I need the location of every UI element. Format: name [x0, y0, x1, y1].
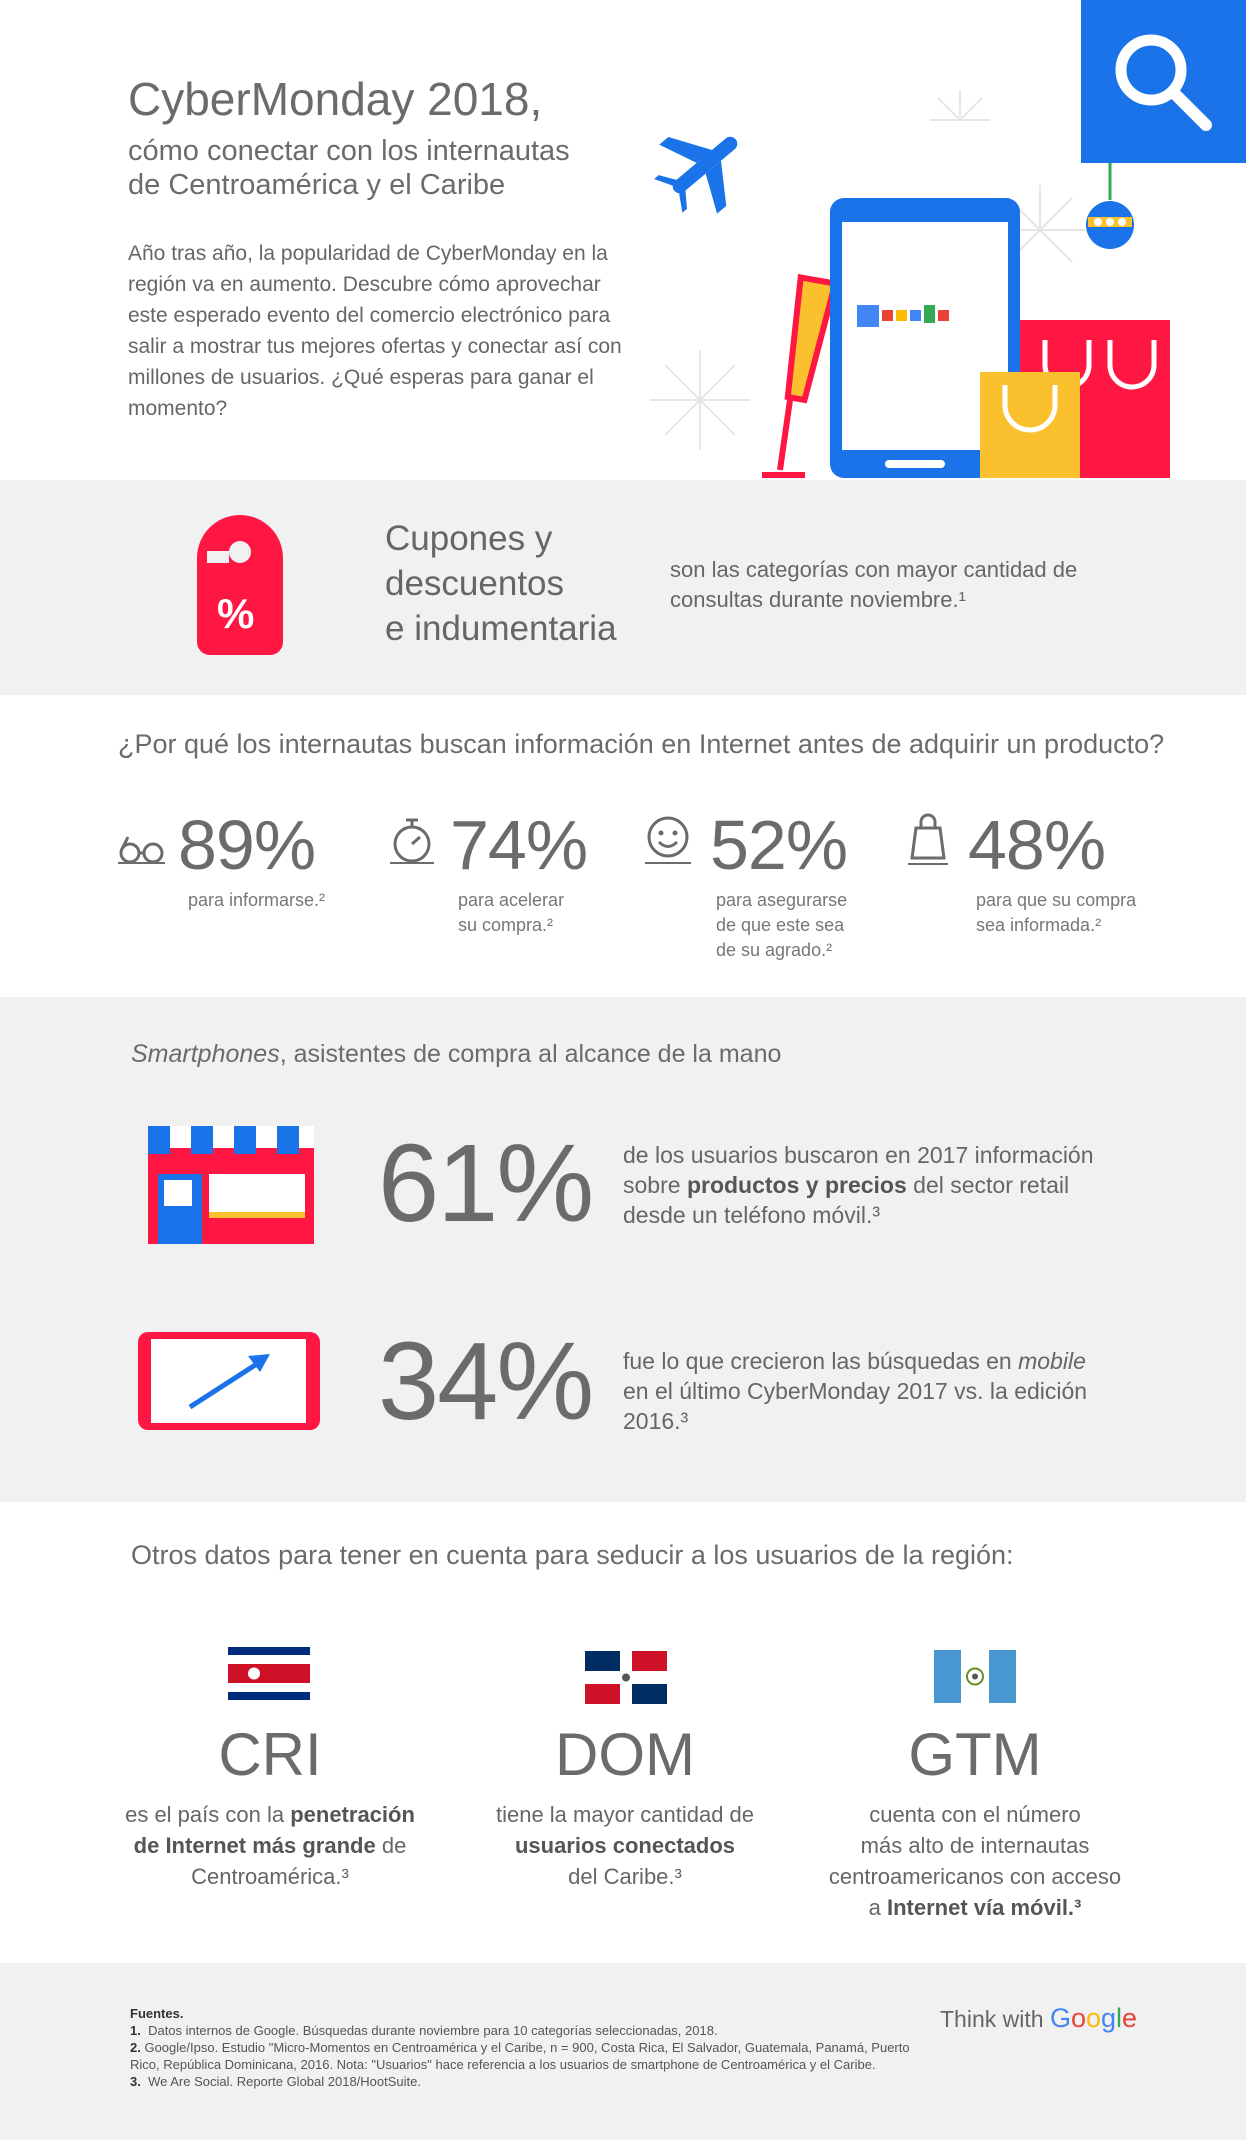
desc-text: fue lo que crecieron las búsquedas en [623, 1348, 1019, 1374]
text-line: Centroamérica.³ [191, 1864, 349, 1889]
smiley-icon [645, 815, 691, 865]
guatemala-flag-icon [934, 1650, 1016, 1703]
text-line: más alto de internautas [860, 1833, 1090, 1858]
brand-letter: e [1122, 2003, 1138, 2033]
desc-bold: productos y precios [686, 1172, 907, 1198]
country-gtm [800, 1720, 1150, 1923]
caption-line: para que su compra [976, 890, 1137, 910]
stat-item [908, 805, 1208, 955]
stat-item [645, 805, 895, 975]
tag-symbol: % [217, 590, 255, 637]
categories-description: son las categorías con mayor cantidad de consultas durante noviembre.¹ [670, 557, 1078, 612]
country-code: DOM [555, 1721, 695, 1788]
source-item [130, 2022, 910, 2039]
brand-letter: o [1085, 2003, 1102, 2033]
discount-tag-icon [197, 515, 284, 655]
source-num: 2. [130, 2040, 141, 2055]
text-part: es el país con la [125, 1802, 291, 1827]
text-line: cuenta con el número [869, 1802, 1081, 1827]
text-bold: Internet vía móvil.³ [886, 1895, 1082, 1920]
source-text: Datos internos de Google. Búsquedas durante noviembre para 10 categorías seleccionadas, 2018. [148, 2023, 718, 2038]
dominican-republic-flag-icon [585, 1651, 667, 1704]
text-line: del Caribe.³ [568, 1864, 682, 1889]
brand-letter: o [1070, 2003, 1086, 2033]
brand-letter: G [1049, 2003, 1071, 2033]
brand-prefix: Think with [940, 2006, 1050, 2032]
text-line [105, 1799, 435, 1830]
caption-line: para informarse.² [188, 890, 326, 910]
stat-value: 48% [968, 806, 1106, 884]
text-line [460, 1830, 790, 1861]
stopwatch-icon [390, 815, 434, 865]
stat-value: 74% [450, 806, 588, 884]
title-rest: , asistentes de compra al alcance de la mano [279, 1040, 782, 1068]
intro-paragraph: Año tras año, la popularidad de CyberMonday en la región va en aumento. Descubre cómo aprovechar este esperado evento del comercio electrónico para salir a mostrar tus mejores ofertas y conectar así con millones de usuarios. ¿Qué esperas para ganar el momento? [128, 242, 622, 420]
shopping-bag-icon [908, 810, 948, 866]
stat-caption [458, 888, 564, 938]
desc-text: sobre [623, 1172, 687, 1198]
text-line: centroamericanos con acceso [828, 1864, 1122, 1889]
brand-letter: g [1101, 2003, 1117, 2033]
caption-line: sea informada.² [976, 915, 1102, 935]
title-italic: Smartphones [131, 1040, 280, 1068]
country-text [800, 1799, 1150, 1923]
text-bold: penetración [290, 1802, 415, 1827]
source-text: Google/Ipso. Estudio "Micro-Momentos en Centroamérica y el Caribe, n = 900, Costa Rica, El Salvador, Guatemala, Panamá, Puerto Rico, República Dominicana, 2016. Nota: "Usuarios" hace referencia a los usuarios de smartphone de Centroamérica y el Caribe. [130, 2040, 910, 2072]
stat1-description [623, 1140, 1163, 1230]
stat-value: 89% [178, 806, 316, 884]
country-code: CRI [218, 1721, 322, 1788]
champagne-glass-icon [762, 277, 835, 475]
glasses-icon [118, 835, 166, 865]
store-icon [146, 1126, 316, 1246]
stat-item [390, 805, 640, 955]
caption-line: para asegurarse [716, 890, 848, 910]
growth-tablet-icon [138, 1332, 320, 1430]
search-icon [1081, 0, 1246, 163]
caption-line: de su agrado.² [716, 940, 833, 960]
categories-heading [385, 516, 645, 651]
desc-text: del sector retail [906, 1172, 1070, 1198]
desc-line: en el último CyberMonday 2017 vs. la edición [623, 1378, 1088, 1404]
heading-line: e indumentaria [385, 609, 617, 648]
stat-value-34: 34% [378, 1320, 593, 1443]
stat-value: 52% [710, 806, 848, 884]
desc-line: 2016.³ [623, 1408, 689, 1434]
stat-caption [188, 888, 325, 913]
subtitle-line: cómo conectar con los internautas [128, 135, 570, 167]
airplane-icon [639, 105, 764, 231]
desc-line [623, 1170, 1163, 1200]
text-part: de [375, 1833, 407, 1858]
source-num: 1. [130, 2023, 141, 2038]
page-title: CyberMonday 2018, [128, 73, 543, 125]
desc-line: de los usuarios buscaron en 2017 información [623, 1142, 1094, 1168]
desc-line: desde un teléfono móvil.³ [623, 1202, 880, 1228]
stat-item [118, 805, 368, 955]
think-with-google-logo [940, 2003, 1137, 2034]
desc-italic: mobile [1018, 1348, 1086, 1374]
country-text [460, 1799, 790, 1892]
caption-line: para acelerar [458, 890, 565, 910]
country-cri [105, 1720, 435, 1892]
smartphones-title [131, 1040, 781, 1069]
stat2-description [623, 1346, 1163, 1436]
caption-line: su compra.² [458, 915, 554, 935]
heading-line: Cupones y [385, 519, 553, 558]
subtitle-line: de Centroamérica y el Caribe [128, 169, 506, 201]
country-text [105, 1799, 435, 1892]
brand-letter: l [1116, 2003, 1123, 2033]
country-dom [460, 1720, 790, 1892]
sources-heading: Fuentes. [130, 2006, 184, 2021]
source-item [130, 2039, 910, 2073]
others-title: Otros datos para tener en cuenta para seducir a los usuarios de la región: [131, 1540, 1014, 1570]
page-subtitle [128, 134, 668, 202]
why-question: ¿Por qué los internautas buscan información en Internet antes de adquirir un producto? [118, 729, 1165, 759]
text-part: a [868, 1895, 887, 1920]
caption-line: de que este sea [716, 915, 845, 935]
source-num: 3. [130, 2074, 141, 2089]
heading-line: descuentos [385, 564, 565, 603]
text-line [800, 1892, 1150, 1923]
stat-caption [976, 888, 1136, 938]
source-text: We Are Social. Reporte Global 2018/HootSuite. [148, 2074, 421, 2089]
stat-value-61: 61% [378, 1122, 593, 1245]
stat-caption [716, 888, 847, 963]
country-code: GTM [908, 1721, 1042, 1788]
desc-line [623, 1346, 1163, 1376]
text-bold: de Internet más grande [133, 1833, 376, 1858]
text-bold: usuarios conectados [514, 1833, 736, 1858]
source-item [130, 2073, 910, 2090]
costa-rica-flag-icon [228, 1647, 310, 1700]
text-line: tiene la mayor cantidad de [495, 1802, 755, 1827]
search-button[interactable] [1081, 0, 1246, 163]
text-line [105, 1830, 435, 1861]
sources-block [130, 2005, 910, 2090]
